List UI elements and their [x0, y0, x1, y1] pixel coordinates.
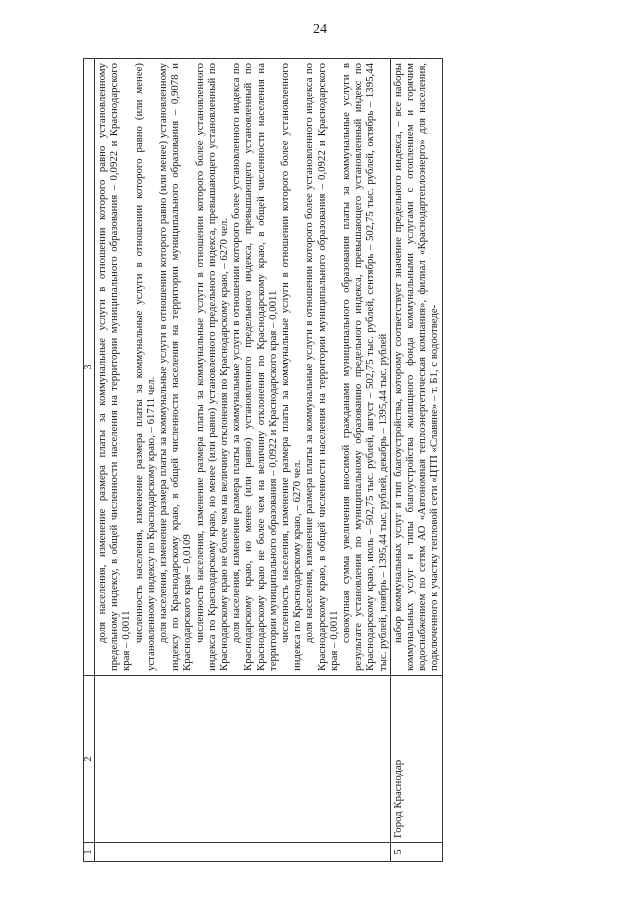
paragraph: совокупная сумма увеличения вносимой гражданами муниципального образования платы за коммунальные услуги в результате установления по муниципальному образованию предельного индекса, превышающего установленный индекс по Краснодарскому краю, июль – 502,75 тыс. рублей, август – 502,75 тыс. рублей, сентябрь – 502,75 тыс. рублей, октябрь – 1395,44 тыс. рублей, ноябрь – 1395,44 тыс. рублей, декабрь – 1395,44 тыс. рублей: [340, 63, 389, 671]
header-col-3: 3: [84, 59, 95, 676]
table-row-5: [390, 59, 442, 862]
paragraph: набор коммунальных услуг и тип благоустройства, которому соответствует значение предельного индекса, – все наборы коммунальных услуг и типы благоустройства жилищного фонда коммунальными услугами с отоплением и горячим водоснабжением по сетям АО «Автономная теплоэнергетическая компания», филиал «Краснодартеплоэнерго» для населения, подключенного к участку тепловой сети «ЦТП «Славяне» – т. Б1, с водоотведе-: [391, 63, 441, 671]
cell-description: [95, 59, 391, 676]
paragraph: доля населения, изменение размера платы за коммунальные услуги в отношении которого более установленного индекса по Краснодарскому краю, но менее (или равно) установленного предельного индекса, превышающего установленный по Краснодарскому краю не более чем на величину отклонения по Краснодарскому краю, в общей численности населения на территории муниципального образования – 0,0922 и Краснодарского края – 0,0011: [230, 63, 279, 671]
paragraph: численность населения, изменение размера платы за коммунальные услуги в отношении которого более установленного индекса по Краснодарскому краю, но менее (или равно) установленного предельного индекса, превышающего установленный по Краснодарскому краю не более чем на величину отклонения по Краснодарскому краю, – 6270 чел.: [193, 63, 231, 671]
page-number: 24: [313, 22, 327, 37]
table-row-continued: [95, 59, 391, 862]
cell-name-empty: [95, 676, 391, 843]
table-header-row: [84, 59, 95, 862]
cell-row-number: 5: [390, 843, 442, 862]
paragraph: доля населения, изменение размера платы за коммунальные услуги в отношении которого равно установленному предельному индексу, в общей численности населения на территории муниципального образования – 0,0922 и Краснодарского края – 0,0011: [96, 63, 133, 671]
rotated-table-container: [83, 62, 513, 862]
cell-description: [390, 59, 442, 676]
paragraph: доля населения, изменение размера платы за коммунальные услуги в отношении которого равно (или менее) установленному индексу по Краснодарскому краю, в общей численности населения на территории муниципального образования – 0,9078 и Краснодарского края – 0,0109: [157, 63, 194, 671]
cell-num-empty: [95, 843, 391, 862]
cell-municipality-name: Город Краснодар: [390, 676, 442, 843]
paragraph: численность населения, изменение размера платы за коммунальные услуги в отношении которого более установленного индекса по Краснодарскому краю, – 6270 чел.: [279, 63, 304, 671]
header-col-2: 2: [84, 676, 95, 843]
header-col-1: 1: [84, 843, 95, 862]
paragraph: доля населения, изменение размера платы за коммунальные услуги в отношении которого более установленного индекса по Краснодарскому краю, в общей численности населения на территории муниципального образования – 0,0922 и Краснодарского края – 0,0011: [303, 63, 340, 671]
paragraph: численность населения, изменение размера платы за коммунальные услуги в отношении которого равно (или менее) установленному индексу по Краснодарскому краю, – 61711 чел.: [132, 63, 157, 671]
index-table: [83, 58, 443, 862]
